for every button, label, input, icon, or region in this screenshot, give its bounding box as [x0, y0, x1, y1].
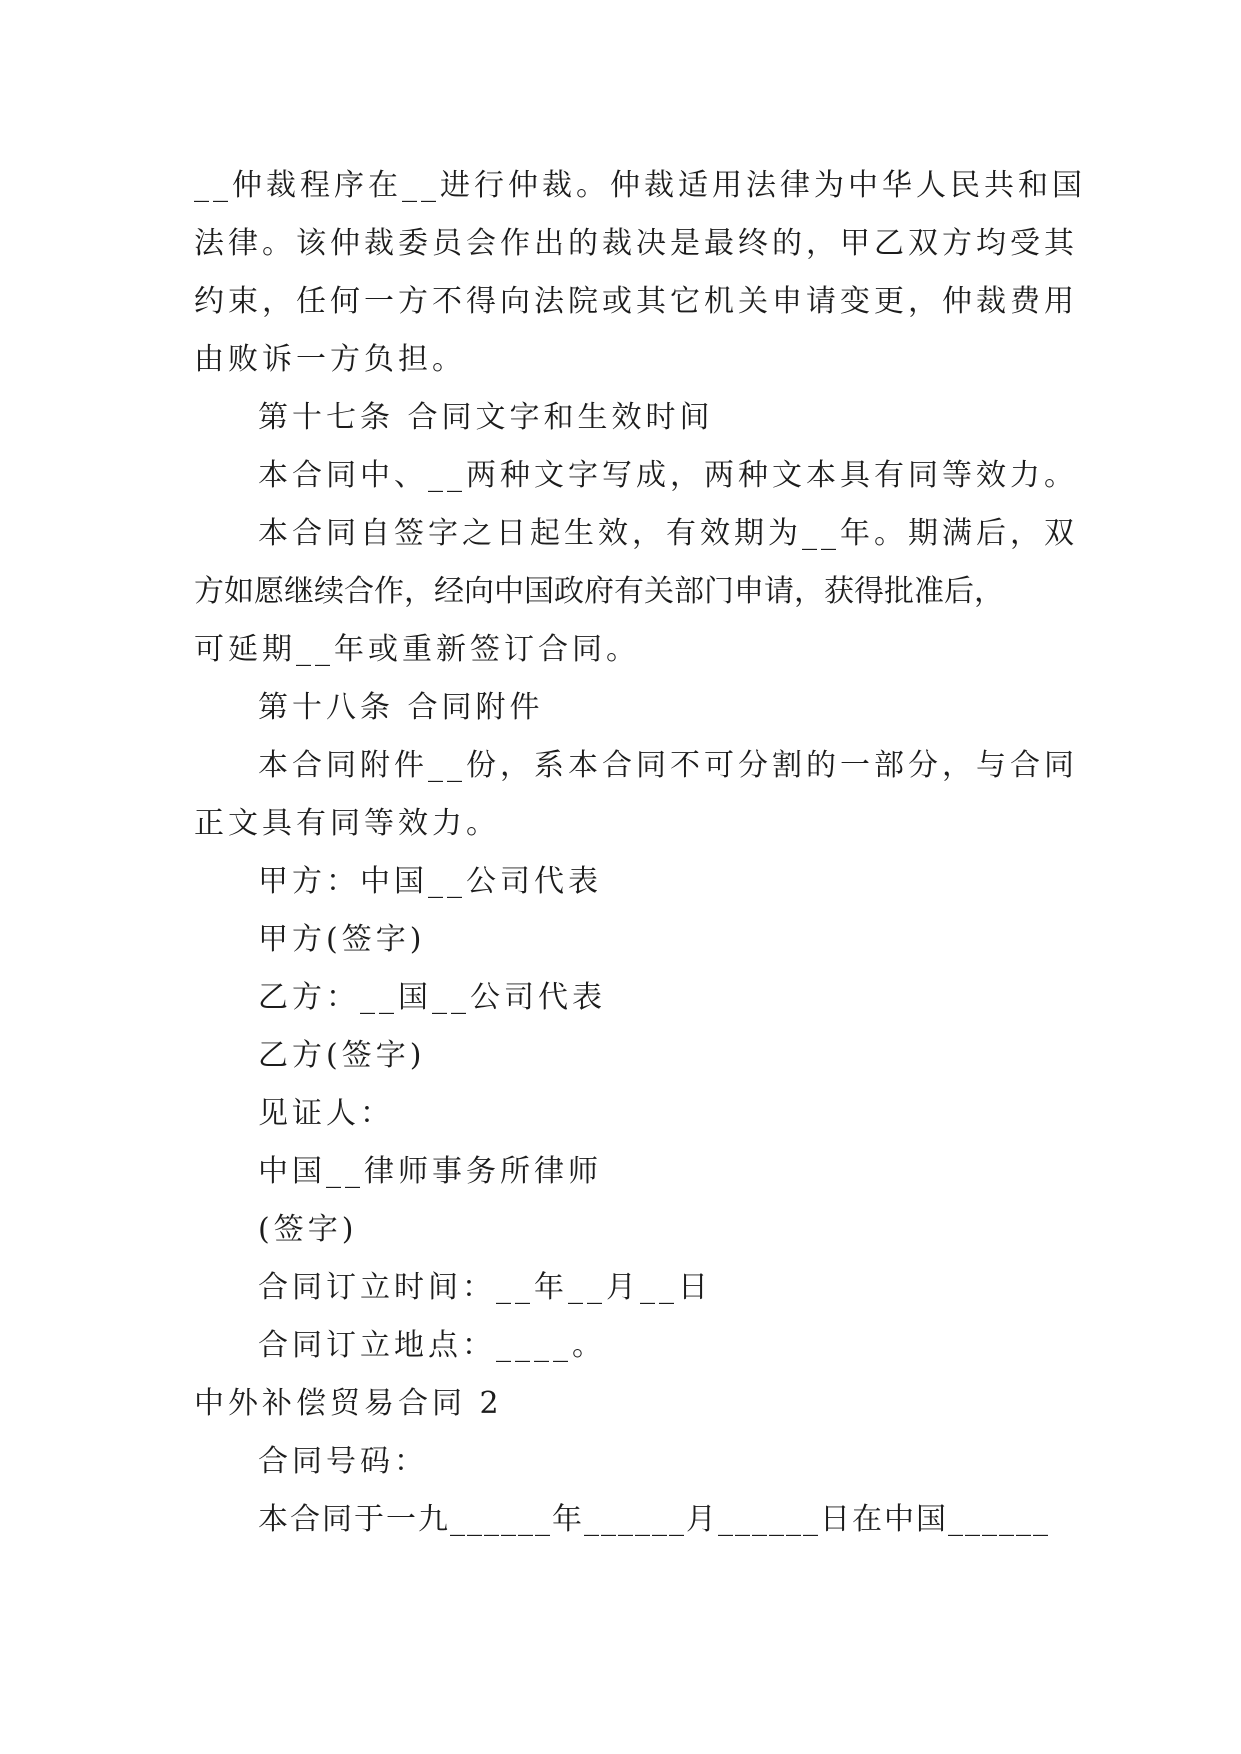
text-line: 本合同于一九______年______月______日在中国______: [258, 1502, 1050, 1537]
witness-line: 中国__律师事务所律师: [258, 1154, 602, 1189]
text-line: 方如愿继续合作，经向中国政府有关部门申请，获得批准后，: [194, 574, 1004, 609]
text-line: 由败诉一方负担。: [194, 342, 466, 377]
text-line: 本合同自签字之日起生效，有效期为__年。期满后，双: [258, 516, 1078, 551]
contract-date-line: 合同订立时间：__年__月__日: [258, 1270, 712, 1305]
text-line: 本合同中、__两种文字写成，两种文本具有同等效力。: [258, 458, 1078, 493]
contract-number-label: 合同号码：: [258, 1444, 428, 1479]
text-line: 法律。该仲裁委员会作出的裁决是最终的，甲乙双方均受其: [194, 226, 1078, 261]
party-a-line: 甲方：中国__公司代表: [258, 864, 602, 899]
contract-place-line: 合同订立地点：____。: [258, 1328, 606, 1363]
party-b-signature: 乙方(签字): [258, 1038, 426, 1073]
witness-label: 见证人：: [258, 1096, 394, 1131]
document-body: [194, 157, 1086, 1549]
section-title: 中外补偿贸易合同 2: [194, 1386, 503, 1421]
text-line: 可延期__年或重新签订合同。: [194, 632, 640, 667]
party-a-signature: 甲方(签字): [258, 922, 426, 957]
witness-signature: (签字): [258, 1212, 358, 1247]
text-line: 约束，任何一方不得向法院或其它机关申请变更，仲裁费用: [194, 284, 1078, 319]
party-b-line: 乙方：__国__公司代表: [258, 980, 606, 1015]
text-line: 本合同附件__份，系本合同不可分割的一部分，与合同: [258, 748, 1078, 783]
text-line: 正文具有同等效力。: [194, 806, 500, 841]
article-18-heading: 第十八条 合同附件: [258, 690, 544, 725]
article-17-heading: 第十七条 合同文字和生效时间: [258, 400, 714, 435]
text-line: __仲裁程序在__进行仲裁。仲裁适用法律为中华人民共和国: [194, 168, 1086, 203]
